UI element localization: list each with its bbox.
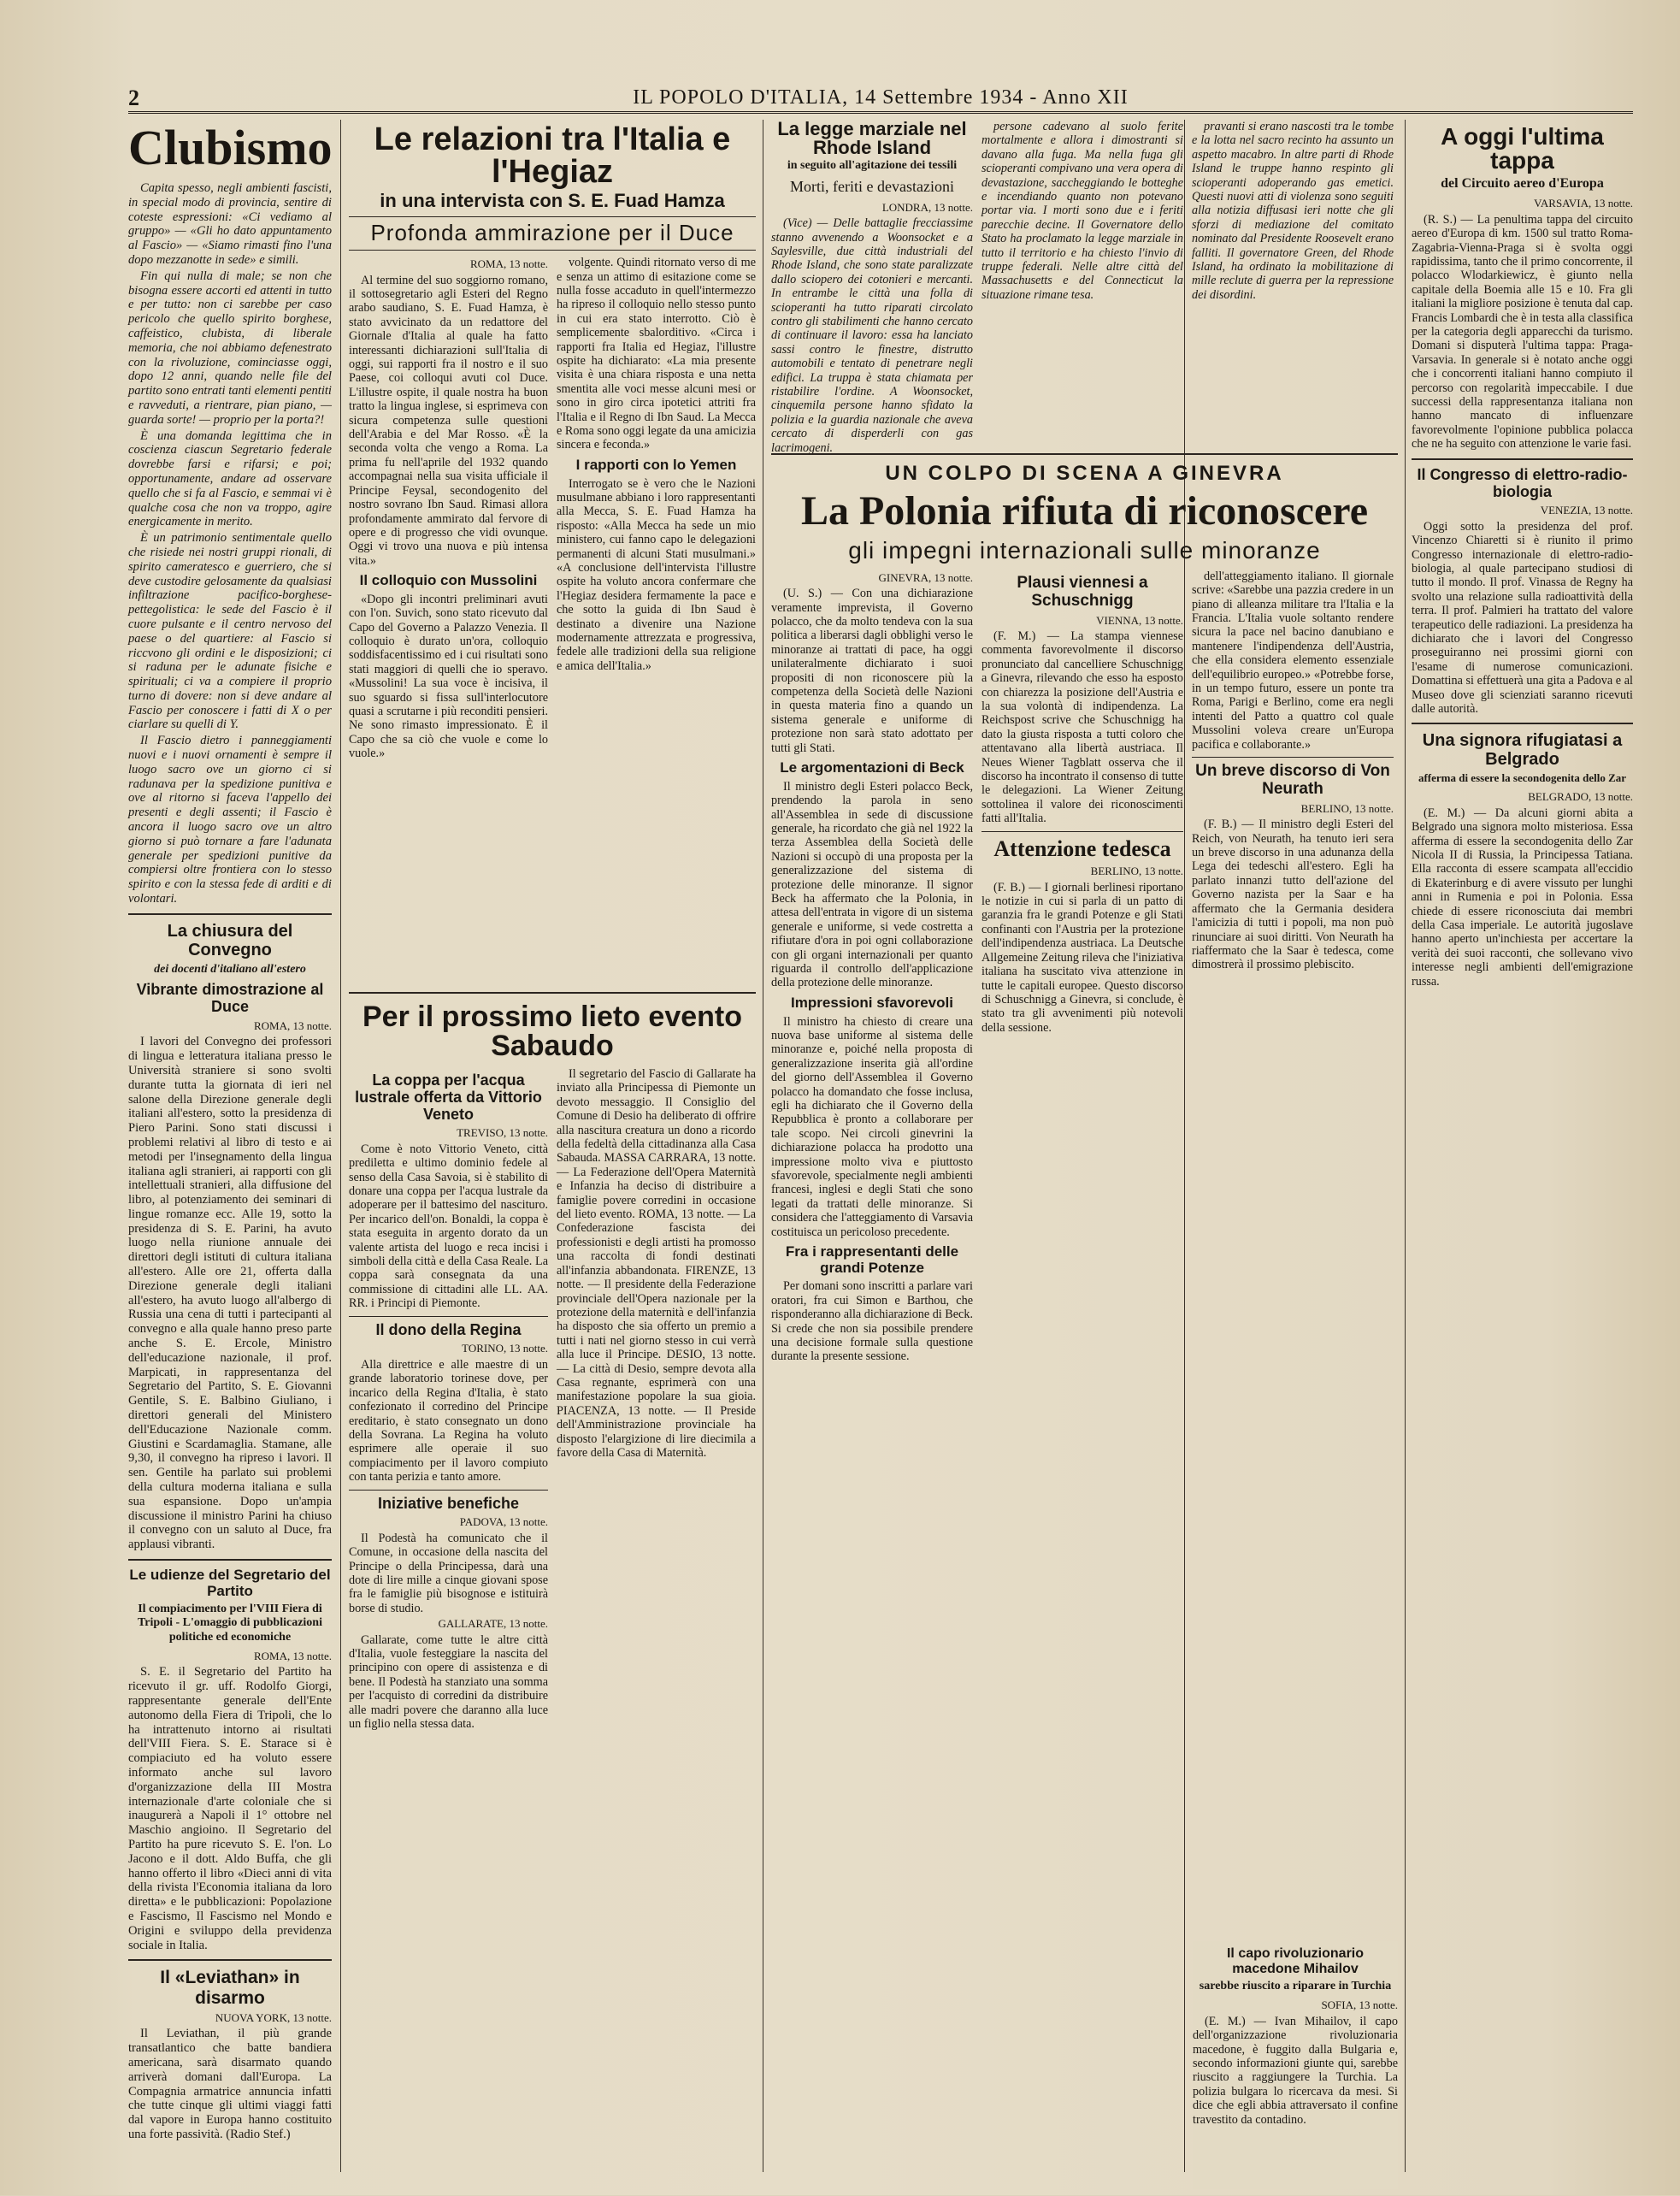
tappa-subhead: del Circuito aereo d'Europa [1441, 176, 1604, 191]
plausi-headline: Plausi viennesi a Schuschnigg [1017, 573, 1148, 610]
clubismo-paragraph: Fin qui nulla di male; se non che bisogna essere accorti ed attenti in tutto e per tutto: non ci sarebbe per caso pericolo che quello spirito borghese, caffeistico, clubista, di liberale memoria, che noi abbiamo defenestrato con la rivoluzione, cominciasse oggi, dopo 12 anni, quando nelle file del partito sono entrati tanti elementi pentiti e ravveduti, a rientrare, pian piano, — guarda sorte! — proprio per la porta?! [128, 269, 332, 427]
tappa-headline: A oggi l'ultima tappa [1441, 123, 1604, 174]
signora-headline: Una signora rifugiatasi a Belgrado [1422, 731, 1623, 770]
clubismo-headline: Clubismo [128, 120, 333, 175]
polonia-subhead: gli impegni internazionali sulle minoranze [848, 536, 1321, 564]
hegiaz-text: volgente. Quindi ritornato verso di me e senza un attimo di esitazione come se nulla fosse accaduto in quell'intermezzo ha ripreso il colloquio nello stesso punto in cui era stato interrotto. Ciò è semplicemente sbalorditivo. «Circa i rapporti fra Italia ed Hegiaz, l'illustre ospite ha dichiarato: «La mia presente visita è una chiara risposta e una netta smentita alle voci messe alcuni mesi or sono in giro circa ipotetici attriti fra l'Italia e il Regno di Ibn Saud. La Mecca e Roma sono oggi legate da una amicizia sincera e feconda.» [557, 256, 756, 452]
dateline: ROMA, 13 notte. [470, 257, 548, 271]
rhode-island-subhead: in seguito all'agitazione dei tessili [787, 159, 958, 172]
polonia-text: Il ministro degli Esteri polacco Beck, prendendo la parola in seno all'Assemblea in sede di discussione generale, ha ricordato che già nel 1922 la terza Assemblea della Società delle Nazioni si occupò di una proposta per la generalizzazione del sistema di protezione delle minoranze. Il signor Beck ha affermato che la Polonia, in attesa dell'entrata in vigore di un sistema generale e uniforme, si vede costretta a rifiutare d'ora in poi ogni collaborazione con gli organi internazionali per quanto riguarda il controllo dell'applicazione della protezione delle minoranze. [771, 779, 973, 990]
mihailov-text: (E. M.) — Ivan Mihailov, il capo dell'organizzazione rivoluzionaria macedone, è fuggito dalla Bulgaria e, secondo informazioni giunte qui, sarebbe riuscito a raggiungere la Turchia. La polizia bulgara lo ricercava da mesi. Si dice che egli abbia attraversato il confine travestito da contadino. [1193, 2014, 1398, 2127]
congresso-text: Oggi sotto la presidenza del prof. Vincenzo Chiaretti si è riunito il primo Congresso internazionale di elettro-radio-biologia, al quale partecipano studiosi di tutto il mondo. Il prof. Vinassa de Regny ha svolto una relazione sulla radioattività della terra. Il prof. Palmieri ha trattato del valore terapeutico delle radiazioni. La presidenza ha dichiarato che i lavori del Congresso proseguiranno nei prossimi giorni con l'esame di numerose comunicazioni. Domattina si effettuerà una gita a Padova e al Museo dove gli scienziati saranno ricevuti dalle autorità. [1412, 519, 1633, 716]
dateline: NUOVA YORK, 13 notte. [215, 2010, 332, 2024]
convegno-subhead: dei docenti d'italiano all'estero [154, 962, 306, 976]
hegiaz-article [349, 120, 756, 975]
convegno-headline-2: Vibrante dimostrazione al Duce [136, 980, 324, 1015]
dateline: LONDRA, 13 notte. [881, 200, 973, 214]
page-number: 2 [128, 86, 139, 110]
column-1 [128, 120, 332, 2189]
dateline: VIENNA, 13 notte. [1096, 613, 1183, 627]
gallarate-text: Gallarate, come tutte le altre città d'Italia, vuole festeggiare la nascita del principino con opere di assistenza e di bene. Il Podestà ha stanziato una somma per l'acquisto di corredini da distribuire alle madri povere che daranno alla luce un figlio nella stessa data. [349, 1632, 548, 1732]
rhode-island-article [771, 118, 1398, 455]
polonia-kicker: UN COLPO DI SCENA A GINEVRA [885, 462, 1284, 485]
neurath-text: (F. B.) — Il ministro degli Esteri del Reich, von Neurath, ha tenuto ieri sera un breve discorso in una adunanza della Lega dei tedeschi all'estero. Egli ha parlato innanzi tutto dell'azione del Governo nazista per la Saar e ha affermato che la Germania desidera l'amicizia di tutti i popoli, ma non può rinunciare ai suoi diritti. Von Neurath ha riaffermato che la Saar è tedesca, come dimostrerà il prossimo plebiscito. [1192, 818, 1394, 972]
rhode-island-text: (Vice) — Delle battaglie frecciassime stanno avvenendo a Woonsocket e a Saylesville, due città industriali del Rhode Island, che sono state paralizzate dallo sciopero dei cotonieri e mercanti. In entrambe le città una folla di scioperanti ha tutto riparati circolato contro gli stabilimenti che hanno cercato di continuare il lavoro: essa ha lanciato sassi contro le finestre, distrutto automobili e tentato di penetrare negli edifici. La truppa è stata chiamata per ristabilire l'ordine. A Woonsocket, cinquemila persone hanno sfidato la polizia e la guardia nazionale che aveva cercato di disperderli con gas lacrimogeni. [771, 216, 973, 455]
clubismo-paragraph: È una domanda legittima che in coscienza ciascun Segretario federale dovrebbe farsi e rifarsi; e poi; opportunamente, andare ad osservare quello che si fa al Fascio, e semmai vi è qualche cosa che non va troppo, agire energicamente in merito. [128, 428, 332, 529]
tappa-text: (R. S.) — La penultima tappa del circuito aereo d'Europa di km. 1500 sul tratto Roma-Zagabria-Vienna-Praga si è svolta oggi rapidissima, tanto che il primo concorrente, il polacco Wlodarkiewicz, è giunto nella capitale della Boemia alle 15 e 10. Fra gli italiani la migliore posizione è tenuta dal cap. Francis Lombardi che è in testa alla classifica per la categoria degli apparecchi da turismo. Domani si disputerà l'ultima tappa: Praga-Varsavia. In generale si è notato anche oggi che i concorrenti italiani hanno compiuto il percorso con regolarità impeccabile. I due successi della rappresentanza italiana non hanno mancato di influenzare favorevolmente l'opinione pubblica polacca che ne ha seguito con attenzione le varie fasi. [1412, 212, 1633, 452]
dateline: ROMA, 13 notte. [254, 1018, 332, 1032]
dateline: BERLINO, 13 notte. [1300, 801, 1394, 815]
udienze-subhead: Il compiacimento per l'VIII Fiera di Tripoli - L'omaggio di pubblicazioni politiche ed economiche [137, 1603, 322, 1644]
convegno-headline: La chiusura del Convegno [167, 921, 293, 959]
beck-subhead: Le argomentazioni di Beck [780, 759, 964, 776]
colloquio-subhead: Il colloquio con Mussolini [359, 572, 538, 589]
dono-text: Alla direttrice e alle maestre di un grande laboratorio torinese dove, per incarico della Regina d'Italia, è stato confezionato il corredino del Principe ereditario, è stato consegnato un dono della Sovrana. La Regina ha voluto esprimere alle operaie il suo compiacimento per il lavoro compiuto con tanta perizia e tanto amore. [349, 1357, 548, 1485]
udienze-headline: Le udienze del Segretario del Partito [129, 1567, 331, 1599]
rhode-island-subhead-2: Morti, feriti e devastazioni [790, 178, 954, 196]
congresso-headline: Il Congresso di elettro-radio-biologia [1417, 465, 1628, 500]
dateline: PADOVA, 13 notte. [459, 1515, 548, 1529]
column-6 [1412, 120, 1633, 2189]
hegiaz-text: «Dopo gli incontri preliminari avuti con l'on. Suvich, sono stato ricevuto dal Capo del Governo a Palazzo Venezia. Il colloquio è durato un'ora, colloquio soddisfacentissimo ed i cui risultati sono stati maggiori di quelli che io speravo. «Mussolini! La sua voce è incisiva, il suo sguardo si fissa sull'interlocutore quasi a scrutarne i più reconditi pensieri. Ne sono rimasto impressionato. È il Capo che sa ciò che vuole e come lo vuole.» [349, 592, 548, 761]
dateline: BERLINO, 13 notte. [1090, 865, 1183, 878]
masthead [128, 82, 1633, 114]
polonia-text: Per domani sono inscritti a parlare vari oratori, fra cui Simon e Barthou, che risponderanno alla dichiarazione di Beck. Si crede che non sia possibile prendere una decisione formale sulla questione durante la presente sessione. [771, 1279, 973, 1364]
dateline: SOFIA, 13 notte. [1321, 1998, 1398, 2012]
polonia-text: (U. S.) — Con una dichiarazione veramente imprevista, il Governo polacco, che da molto tendeva con la sua politica a liberarsi dagli obblighi verso le minoranze ai trattati di pace, ha oggi unilateralmente dichiarato i suoi propositi di non riconoscere più la competenza della Società delle Nazioni in questa materia fino a quando un sistema generale e uniforme di protezione non sarà stato adottato per tutti gli Stati. [771, 587, 973, 755]
rhode-island-text: pravanti si erano nascosti tra le tombe e la lotta nel sacro recinto ha assunto un aspetto macabro. In altre parti di Rhode Island le truppe hanno respinto gli scioperanti adoperando gas emetici. Questi nuovi atti di violenza sono seguiti alla notizia diffusasi ieri notte che gli sforzi di mediazione del comitato nominato dal Presidente Roosevelt erano falliti. Il governatore Green, del Rhode Island, ha ordinato la mobilitazione di mille reclute di guerra per la repressione dei disordini. [1192, 120, 1394, 302]
polonia-text: Il ministro ha chiesto di creare una nuova base uniforme al sistema delle minoranze e, poiché nella proposta di generalizzazione inserita già all'ordine del giorno dell'Assemblea il Governo polacco ha domandato che fosse inclusa, egli ha dichiarato che il Governo della Repubblica è pronto a collaborare per tale scopo. Nei circoli ginevrini la dichiarazione polacca ha prodotto una impressione molto viva e piuttosto sfavorevole, specialmente negli ambienti francesi, inglesi e degli Stati che sono legati da trattati delle minoranze. Si considera che l'atteggiamento di Varsavia costituisca un pericoloso precedente. [771, 1014, 973, 1239]
mihailov-subhead: sarebbe riuscito a riparare in Turchia [1199, 1980, 1392, 1993]
convegno-text: I lavori del Convegno dei professori di lingua e letteratura italiana presso le Università straniere si sono svolti durante tutta la giornata di ieri nel salone della Direzione generale degli italiani all'estero, sotto la presidenza di Piero Parini. Sono stati discussi i problemi relativi al libro di testo e ai metodi per l'insegnamento della lingua italiana agli stranieri, ai rapporti con gli intellettuali stranieri, alla diffusione del libro, al potenziamento dei seminari di lingue romanze ecc. Alle 19, sotto la presidenza di S. E. Parini, ha avuto luogo nella riunione annuale dei direttori degli istituti di cultura italiana all'estero. Alle ore 21, offerta dalla Direzione generale degli italiani all'estero, ha avuto luogo all'albergo di Russia una cena di tutti i partecipanti al convegno e alla quale hanno preso parte anche S. E. Ercole, Ministro dell'educazione nazionale, il prof. Marpicati, in rappresentanza del Segretario del Partito, S. E. Giovanni Gentile, S. E. Balbino Giuliano, i direttori generali del Ministero dell'Educazione Nazionale comm. Giustini e Scardamaglia. Stamane, alle 9,30, il convegno ha ripreso i lavori. Il sen. Gentile ha parlato sui problemi della cultura moderna italiana e sulla sua espansione. Dopo un'ampia discussione il ministro Parini ha chiuso il convegno con un saluto al Duce, fra applausi vibranti. [128, 1035, 332, 1552]
iniziative-headline: Iniziative benefiche [377, 1494, 520, 1512]
dateline: TREVISO, 13 notte. [457, 1126, 548, 1140]
impressioni-subhead: Impressioni sfavorevoli [791, 994, 953, 1011]
coppa-headline: La coppa per l'acqua lustrale offerta da Vittorio Veneto [355, 1071, 542, 1123]
rhode-island-text: persone cadevano al suolo ferite mortalmente e allora i dimostranti si davano alla fuga. Ma nella fuga gli scioperanti compivano una vera opera di devastazione, saccheggiando le botteghe e incendiando quanto non potevano portar via. I morti sono due e i feriti parecchie decine. Il Governatore dello Stato ha proclamato la legge marziale in tutto il territorio e ha chiesto l'invio di truppe federali. Nelle altre città del Massachusetts e del Connecticut la situazione rimane tesa. [981, 120, 1183, 302]
coppa-text: Come è noto Vittorio Veneto, città prediletta e ultimo dominio fedele al senso della Casa Savoia, si è stabilito di donare una coppa per l'acqua lustrale da adoperare per il battesimo del nascituro. Per incarico dell'on. Bonaldi, la coppa è stata eseguita in argento dorato da un valente artista del luogo e reca incisi i simboli della città e della Casa Reale. La coppa sarà consegnata da una commissione di cittadini alle LL. AA. RR. i Principi di Piemonte. [349, 1142, 548, 1311]
hegiaz-text: Al termine del suo soggiorno romano, il sottosegretario agli Esteri del Regno arabo saudiano, S. E. Fuad Hamza, è stato avvicinato da un redattore del Giornale d'Italia al quale ha fatto interessanti dichiarazioni sull'Italia di oggi, sui rapporti fra il nostro e il suo Paese, coi colloqui avuti col Duce. L'illustre ospite, il quale nostra ha buon tratto la lingua inglese, si esprimeva con sicura competenza sulle questioni dell'Arabia e del Mar Rosso. «È la seconda volta che vengo a Roma. La prima fu nell'aprile del 1932 quando accompagnai nella sua visita ufficiale il Principe Feysal, secondogenito del nostro sovrano Ibn Saud. Rimasi allora profondamente ammirato dal fervore di opere e di progresso che vidi ovunque. Oggi vi trovo una nuova e più intensa vita.» [349, 273, 548, 568]
hegiaz-headline: Le relazioni tra l'Italia e l'Hegiaz [374, 121, 731, 190]
dateline: BELGRADO, 13 notte. [1528, 790, 1633, 804]
leviathan-text: Il Leviathan, il più grande transatlantico che batte bandiera americana, sarà disarmato quando arriverà domani dall'Europa. La Compagnia armatrice annuncia infatti che tutte cinque gli ultimi viaggi fatti dal vapore in Europa hanno costituito una forte passività. (Radio Stef.) [128, 2027, 332, 2141]
leviathan-headline: Il «Leviathan» in disarmo [160, 1968, 300, 2008]
dateline: ROMA, 13 notte. [254, 1649, 332, 1662]
udienze-text: S. E. il Segretario del Partito ha ricevuto il gr. uff. Rodolfo Giorgi, rappresentante generale dell'Ente autonomo della Fiera di Tripoli, che lo ha intrattenuto intorno ai risultati dell'VIII Fiera. S. E. Starace si è compiaciuto ed ha voluto essere informato anche sul lavoro d'organizzazione della III Mostra internazionale d'arte coloniale che si inaugurerà a Napoli il 1° ottobre nel Maschio angioino. Il Segretario del Partito ha pure ricevuto S. E. l'on. Lo Jacono e il dott. Aldo Buffa, che gli hanno offerto il libro «Dieci anni di vita della rivista l'Economia italiana da loro diretta» e le pubblicazioni: Popolazione e Fascismo, Il Fascismo nel Mondo e Origini e sviluppo della previdenza sociale in Italia. [128, 1665, 332, 1952]
clubismo-paragraph: È un patrimonio sentimentale quello che risiede nei nostri gruppi rionali, di spirito cameratesco e guerriero, che si deve custodire gelosamente da qualsiasi infiltrazione pacifico-borghese-pettegolistica: le sede del Fascio è il cuore pulsante e il centro nervoso del paese o del quartiere: al Fascio si riccvono gli ordini e le disposizioni; ci si raduna per le adunate fisiche e spirituali; ci va a compiere il proprio turno di dovere: non si deve andare al Fascio per conoscere i fatti di X o per ciarlare su quelli di Y. [128, 531, 332, 732]
signora-subhead: afferma di essere la secondogenita dello Zar [1418, 771, 1627, 785]
dono-headline: Il dono della Regina [375, 1320, 522, 1338]
rhode-island-headline: La legge marziale nel Rhode Island [777, 118, 967, 158]
polonia-article [771, 453, 1398, 2191]
column-rule [340, 120, 341, 2172]
rappresentanti-subhead: Fra i rappresentanti delle grandi Potenze [785, 1243, 959, 1276]
signora-text: (E. M.) — Da alcuni giorni abita a Belgrado una signora molto misteriosa. Essa afferma di essere la secondogenita dello Zar Nicola II di Russia, la Principessa Tatiana. Ella racconta di essere scampata all'eccidio di Ekaterinburg e di avere vissuto per lunghi anni in Rumenia e poi in Polonia. Essa chiede di essere riconosciuta dai membri della Casa imperiale. Le autorità jugoslave hanno aperto un'inchiesta per accertare la verità dei suoi racconti, che sollevano vivo interesse negli ambienti dell'emigrazione russa. [1412, 806, 1633, 989]
mihailov-headline: Il capo rivoluzionario macedone Mihailov [1226, 1946, 1365, 1976]
iniziative-text: Il Podestà ha comunicato che il Comune, in occasione della nascita del Principe o della Principessa, darà una dote di lire mille a cinque giovani spose fra le famiglie più bisognose e istituirà borse di studio. [349, 1531, 548, 1615]
neurath-headline: Un breve discorso di Von Neurath [1195, 762, 1390, 798]
attenzione-text: (F. B.) — I giornali berlinesi riportano le notizie in cui si parla di un patto di garanzia fra le grandi Potenze e gli Stati confinanti con l'Austria per la protezione dell'indipendenza austriaca. La Deutsche Allgemeine Zeitung rileva che l'iniziativa italiana ha suscitato viva attenzione in tutte le capitali europee. Questo discorso di Schuschnigg a Ginevra, si conclude, è stato tra gli avvenimenti più notevoli della sessione. [981, 880, 1183, 1035]
dateline: TORINO, 13 notte. [462, 1342, 548, 1355]
hegiaz-subhead-2: Profonda ammirazione per il Duce [349, 216, 756, 251]
dateline: VARSAVIA, 13 notte. [1534, 197, 1633, 210]
polonia-headline: La Polonia rifiuta di riconoscere [800, 487, 1369, 534]
dateline: GINEVRA, 13 notte. [878, 570, 973, 584]
column-rule [1405, 120, 1406, 2172]
sabaudo-text: Il segretario del Fascio di Gallarate ha inviato alla Principessa di Piemonte un devoto messaggio. Il Consiglio del Comune di Desio ha deliberato di offrire alla nascitura creatura un dono a ricordo della fedeltà della cittadinanza alla Casa Sabauda. MASSA CARRARA, 13 notte. — La Federazione dell'Opera Maternità e Infanzia ha deciso di distribuire a famiglie povere corredini in occasione del lieto evento. ROMA, 13 notte. — La Confederazione fascista dei professionisti e degli artisti ha promosso una raccolta di fondi destinati all'infanzia abbandonata. FIRENZE, 13 notte. — Il presidente della Federazione provinciale dell'Opera nazionale per la protezione della maternità e dell'infanzia ha disposto che sia offerto un premio a tutti i nati nel giorno stesso in cui verrà alla luce il Principe. DESIO, 13 notte. — La città di Desio, sempre devota alla Casa regnante, esprimerà con una manifestazione popolare la sua gioia. PIACENZA, 13 notte. — Il Preside dell'Amministrazione provinciale ha disposto l'elargizione di lire diecimila a favore della Casa di Maternità. [557, 1067, 756, 1460]
dateline: GALLARATE, 13 notte. [438, 1617, 548, 1631]
folio-line: IL POPOLO D'ITALIA, 14 Settembre 1934 - Anno XII [633, 86, 1129, 109]
yemen-subhead: I rapporti con lo Yemen [575, 456, 737, 473]
clubismo-paragraph: Capita spesso, negli ambienti fascisti, in special modo di provincia, sentire di coteste espressioni: «Ci vediamo al gruppo» — «Gli ho dato appuntamento al Fascio» — «Siamo rimasti fino l'una dopo mezzanotte in sede» e simili. [128, 181, 332, 267]
plausi-text: (F. M.) — La stampa viennese commenta favorevolmente il discorso pronunciato dal cancelliere Schuschnigg a Ginevra, rilevando che esso ha esposto con chiarezza la posizione dell'Austria e la sua volontà di indipendenza. La Reichspost scrive che Schuschnigg ha dato la giusta risposta a tutti coloro che attentavano alla libertà austriaca. Il Neues Wiener Tagblatt osserva che il discorso ha incontrato il consenso di tutte le delegazioni. La Wiener Zeitung sottolinea il valore dei riconoscimenti fatti all'Italia. [981, 629, 1183, 826]
mihailov-article [1193, 1941, 1398, 2189]
hegiaz-text: Interrogato se è vero che le Nazioni musulmane abbiano i loro rappresentanti alla Mecca, S. E. Fuad Hamza ha risposto: «Alla Mecca ha sede un mio ministero, cui fanno capo le delegazioni permanenti di alcuni Stati musulmani.» «A conclusione dell'intervista l'illustre ospite ha voluto ancora confermare che l'Hegiaz desidera fermamente la pace e che sotto la guida di Ibn Saud è destinato a divenire una Nazione modernamente attrezzata e progressiva, fedele alle tradizioni della sua religione e amica dell'Italia.» [557, 476, 756, 673]
polonia-text: dell'atteggiamento italiano. Il giornale scrive: «Sarebbe una pazzia credere in un piano di alleanza militare tra l'Italia e la Francia. L'Italia vuole soltanto rendere sicura la pace nel bacino danubiano e mantenere l'indipendenza dell'Austria, che ella considera elemento essenziale dell'equilibrio europeo.» «Potrebbe forse, in un tempo futuro, essere un ponte tra Roma, Parigi e Berlino, come era negli intenti del Patto a quattro col quale Mussolini voleva creare un'Europa pacifica e collaborante.» [1192, 569, 1394, 752]
sabaudo-headline: Per il prossimo lieto evento Sabaudo [362, 1001, 742, 1062]
clubismo-paragraph: Il Fascio dietro i panneggiamenti nuovi e i nuovi ornamenti è sempre il luogo sacro ove un giorno ci si radunava per la spedizione punitiva e ove al ritorno si faceva l'appello dei presenti e degli assenti; il Fascio è ancora il luogo sacro ove un altro giorno si può tornare a fare l'adunata generale per spedizioni punitive da compiersi oltre frontiera con lo stesso spirito e con la stessa fede di arditi e di volontari. [128, 734, 332, 906]
hegiaz-subhead: in una intervista con S. E. Fuad Hamza [380, 190, 725, 211]
sabaudo-article [349, 992, 756, 2191]
dateline: VENEZIA, 13 notte. [1540, 504, 1633, 517]
attenzione-headline: Attenzione tedesca [993, 835, 1171, 861]
